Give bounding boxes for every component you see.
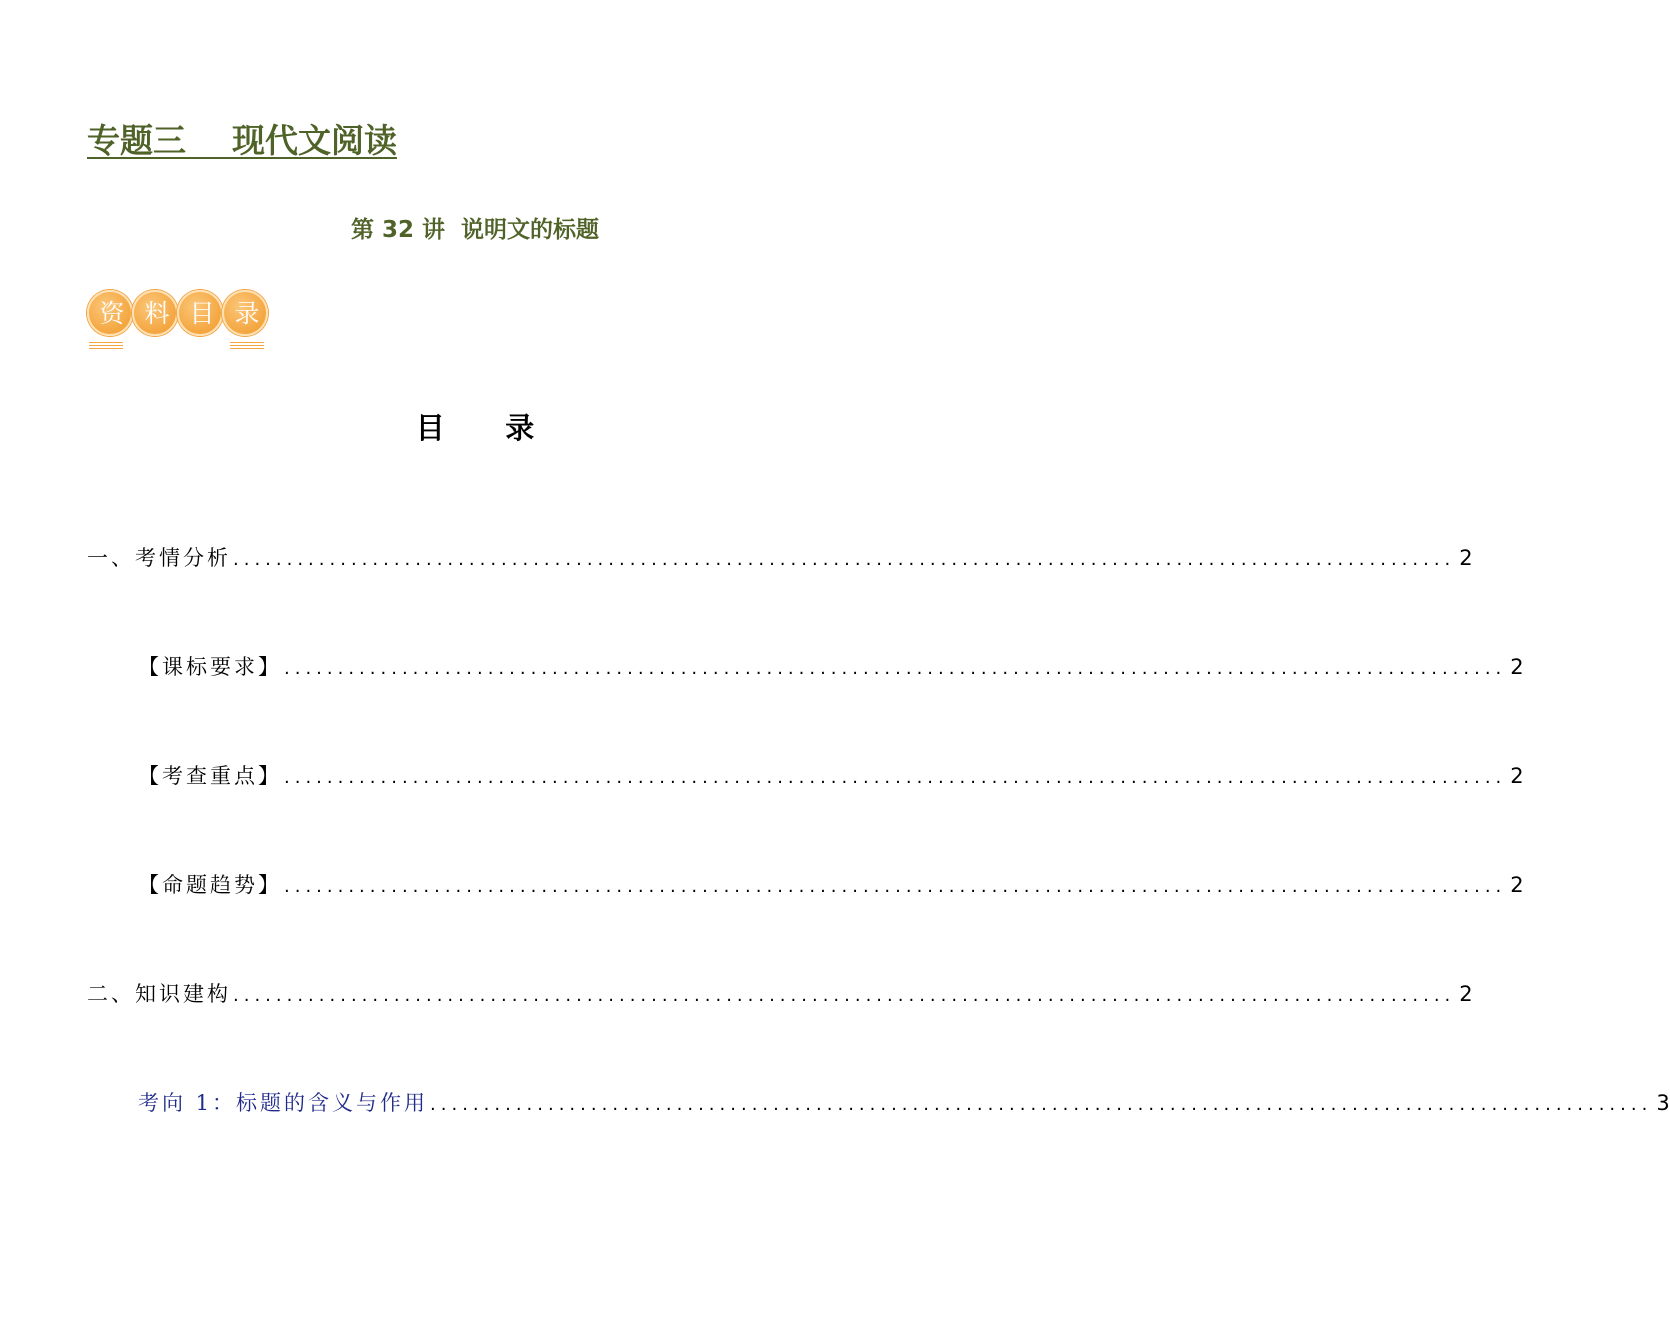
badge-decoration-left [89, 342, 123, 350]
badge-circle-2 [132, 290, 178, 336]
badge-circle-1 [87, 290, 133, 336]
badge-decoration-right [230, 342, 264, 350]
toc-entry-page: 2 [1510, 873, 1524, 897]
badge-char-4: 录 [234, 299, 260, 328]
toc-heading: 目 录 [415, 411, 535, 445]
toc-dot-leader: .................................................................................................................. [233, 549, 1456, 570]
badge-char-3: 目 [189, 299, 215, 328]
lecture-title: 第 32 讲 说明文的标题 [350, 217, 600, 243]
toc-entry-page: 3 [1656, 1091, 1670, 1115]
materials-contents-badge [87, 290, 273, 352]
toc-dot-leader: .................................................................................................................. [284, 767, 1507, 788]
toc-entry-page: 2 [1510, 764, 1524, 788]
toc-entry-knowledge-construction[interactable] [87, 979, 1473, 1009]
toc-entry-direction-1[interactable] [138, 1088, 1670, 1118]
toc-dot-leader: .................................................................................................................. [284, 876, 1507, 897]
badge-circle-4 [222, 290, 268, 336]
toc-entry-trends[interactable] [138, 870, 1524, 900]
badge-char-2: 料 [144, 299, 170, 328]
toc-dot-leader: .................................................................................................................. [284, 658, 1507, 679]
toc-entry-label: 【课标要求】 [138, 655, 282, 679]
toc-entry-exam-analysis[interactable] [87, 543, 1473, 573]
toc-entry-page: 2 [1459, 546, 1473, 570]
toc-dot-leader: .................................................................................................................. [430, 1094, 1653, 1115]
toc-entry-page: 2 [1459, 982, 1473, 1006]
toc-entry-label: 【考查重点】 [138, 764, 282, 788]
toc-entry-curriculum-requirements[interactable] [138, 652, 1524, 682]
badge-char-1: 资 [99, 299, 125, 328]
badge-circle-3 [177, 290, 223, 336]
toc-dot-leader: .................................................................................................................. [233, 985, 1456, 1006]
topic-title: 专题三 现代文阅读 [87, 121, 397, 160]
toc-entry-label: 二、知识建构 [87, 982, 231, 1006]
toc-entry-key-points[interactable] [138, 761, 1524, 791]
toc-entry-label: 一、考情分析 [87, 546, 231, 570]
toc-entry-label: 【命题趋势】 [138, 873, 282, 897]
toc-entry-page: 2 [1510, 655, 1524, 679]
toc-entry-label: 考向 1：标题的含义与作用 [138, 1091, 429, 1115]
